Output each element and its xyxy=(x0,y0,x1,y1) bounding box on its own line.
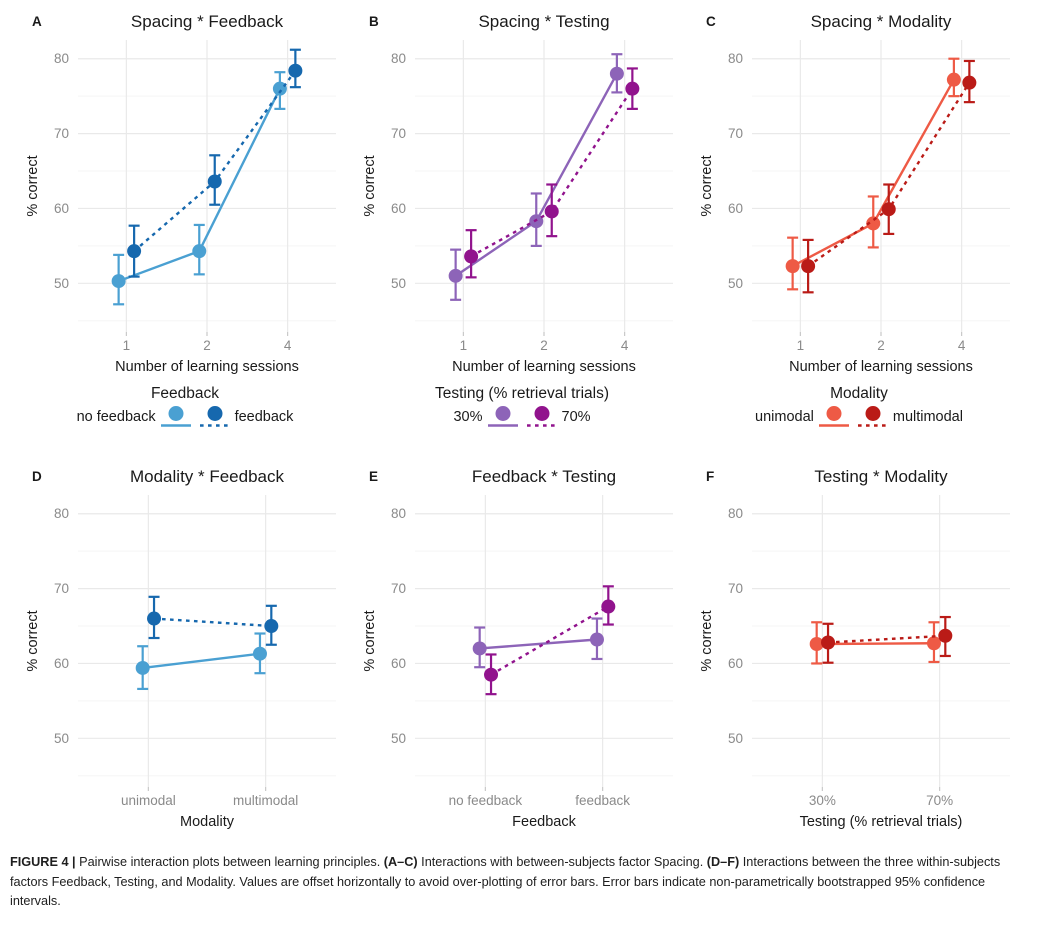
panel-d-chart xyxy=(23,457,348,837)
data-point xyxy=(192,244,206,258)
y-tick-label: 70 xyxy=(53,581,69,597)
y-tick-label: 60 xyxy=(727,200,743,216)
y-tick-label: 70 xyxy=(727,126,743,142)
data-point xyxy=(288,64,302,78)
x-axis-title: Feedback xyxy=(511,814,576,830)
solid-line xyxy=(479,640,596,649)
x-tick-label: no feedback xyxy=(448,793,522,808)
panel-title: Testing * Modality xyxy=(813,467,948,486)
panel-b-chart xyxy=(360,2,685,377)
x-tick-label: feedback xyxy=(574,793,630,808)
legend-label-70pct: 70% xyxy=(561,408,591,425)
y-tick-label: 50 xyxy=(390,275,406,291)
data-point xyxy=(252,647,266,661)
panel-d xyxy=(23,457,348,837)
x-axis-title: Testing (% retrieval trials) xyxy=(799,814,962,830)
bottom-chart-row xyxy=(0,457,1044,837)
x-tick-label: 30% xyxy=(808,793,836,808)
caption-segment: Interactions with between-subjects factor Spacing. xyxy=(417,855,707,869)
caption-figure-label: FIGURE 4 xyxy=(10,855,69,869)
data-point xyxy=(609,67,623,81)
y-tick-label: 50 xyxy=(727,275,743,291)
legend-modality-title: Modality xyxy=(830,385,888,402)
x-tick-label: 1 xyxy=(459,338,467,353)
panel-letter: C xyxy=(705,14,716,29)
y-tick-label: 50 xyxy=(390,730,406,746)
x-axis-title: Number of learning sessions xyxy=(114,359,299,375)
dashed-line xyxy=(808,83,969,266)
x-tick-label: 70% xyxy=(925,793,953,808)
x-tick-label: 1 xyxy=(122,338,130,353)
panel-letter: E xyxy=(368,469,378,484)
y-tick-label: 70 xyxy=(727,581,743,597)
x-axis-title: Modality xyxy=(179,814,234,830)
y-tick-label: 70 xyxy=(390,126,406,142)
panel-title: Spacing * Modality xyxy=(810,12,951,31)
y-tick-label: 50 xyxy=(53,275,69,291)
legend-label-unimodal: unimodal xyxy=(755,408,814,425)
panel-e-chart xyxy=(360,457,685,837)
x-tick-label: multimodal xyxy=(232,793,298,808)
legend-modality xyxy=(697,385,1022,447)
y-tick-label: 50 xyxy=(53,730,69,746)
panel-c-chart xyxy=(697,2,1022,377)
y-tick-label: 80 xyxy=(727,506,743,522)
panel-f-chart xyxy=(697,457,1022,837)
data-point xyxy=(127,244,141,258)
panel-a xyxy=(23,2,348,377)
data-point xyxy=(448,269,462,283)
y-tick-label: 80 xyxy=(390,506,406,522)
data-point xyxy=(464,249,478,263)
y-tick-label: 60 xyxy=(727,655,743,671)
dashed-line xyxy=(154,619,271,626)
panel-f xyxy=(697,457,1022,837)
legend-label-multimodal: multimodal xyxy=(892,408,963,425)
y-tick-label: 70 xyxy=(390,581,406,597)
data-point xyxy=(147,612,161,626)
y-axis-title: % correct xyxy=(361,155,378,217)
data-point xyxy=(881,202,895,216)
legend-label-30pct: 30% xyxy=(453,408,483,425)
panel-letter: B xyxy=(368,14,379,29)
y-tick-label: 80 xyxy=(53,506,69,522)
solid-line xyxy=(142,654,259,668)
figure-caption xyxy=(10,853,1030,912)
data-point xyxy=(544,204,558,218)
data-point xyxy=(484,668,498,682)
x-tick-label: unimodal xyxy=(120,793,176,808)
x-tick-label: 4 xyxy=(957,338,965,353)
top-chart-row xyxy=(0,2,1044,377)
data-point xyxy=(946,73,960,87)
data-point xyxy=(601,600,615,614)
series-feedback xyxy=(147,597,278,645)
data-point xyxy=(207,175,221,189)
panel-b xyxy=(360,2,685,377)
legend-key-30pct-icon xyxy=(484,404,522,429)
data-point xyxy=(472,641,486,655)
legend-key-no-feedback-icon xyxy=(157,404,195,429)
legend-key-unimodal-icon xyxy=(815,404,853,429)
legend-key-multimodal-icon xyxy=(854,404,892,429)
gridlines xyxy=(78,495,336,791)
series-unimodal xyxy=(785,59,960,290)
y-axis-title: % correct xyxy=(24,155,41,217)
panel-title: Spacing * Feedback xyxy=(130,12,283,31)
legend-testing-title: Testing (% retrieval trials) xyxy=(435,385,609,402)
legend-feedback-title: Feedback xyxy=(150,385,220,402)
y-tick-label: 60 xyxy=(390,655,406,671)
legend-row xyxy=(0,385,1044,447)
data-point xyxy=(785,259,799,273)
panel-letter: A xyxy=(31,14,42,29)
panel-title: Feedback * Testing xyxy=(471,467,616,486)
y-tick-label: 50 xyxy=(727,730,743,746)
y-tick-label: 80 xyxy=(727,51,743,67)
panel-letter: F xyxy=(705,469,714,484)
y-axis-title: % correct xyxy=(24,610,41,672)
x-tick-label: 2 xyxy=(876,338,885,353)
data-point xyxy=(589,633,603,647)
y-tick-label: 80 xyxy=(390,51,406,67)
legend-feedback xyxy=(23,385,348,447)
caption-separator: | xyxy=(68,855,80,869)
panel-title: Spacing * Testing xyxy=(477,12,610,31)
panel-a-chart xyxy=(23,2,348,377)
data-point xyxy=(938,629,952,643)
caption-segment: Interactions between the three within-subjects factors Feedback, Testing, and Modality. Values are offset horizontally to avoid over-plotting of error bars. Error bars indicate non-parametrically bootstrapped 95% confidence intervals. xyxy=(10,855,1001,909)
data-point xyxy=(962,76,976,90)
y-tick-label: 60 xyxy=(53,655,69,671)
data-point xyxy=(135,661,149,675)
y-axis-title: % correct xyxy=(698,155,715,217)
data-point xyxy=(625,82,639,96)
panel-e xyxy=(360,457,685,837)
legend-label-no-feedback: no feedback xyxy=(76,408,156,425)
series-30- xyxy=(448,54,623,300)
caption-segment: Pairwise interaction plots between learning principles. xyxy=(79,855,384,869)
series-no-feedback xyxy=(135,634,266,689)
x-tick-label: 1 xyxy=(796,338,804,353)
legend-label-feedback: feedback xyxy=(234,408,294,425)
x-axis-title: Number of learning sessions xyxy=(788,359,973,375)
y-axis-title: % correct xyxy=(361,610,378,672)
x-axis-title: Number of learning sessions xyxy=(451,359,636,375)
caption-segment-bold: (D–F) xyxy=(706,855,740,869)
x-tick-label: 2 xyxy=(539,338,548,353)
legend-key-70pct-icon xyxy=(523,404,561,429)
data-point xyxy=(821,635,835,649)
legend-testing xyxy=(360,385,685,447)
x-tick-label: 4 xyxy=(620,338,628,353)
series-no-feedback xyxy=(111,72,286,304)
y-tick-label: 60 xyxy=(53,200,69,216)
data-point xyxy=(111,274,125,288)
caption-segment-bold: (A–C) xyxy=(383,855,418,869)
y-axis-title: % correct xyxy=(698,610,715,672)
x-tick-label: 4 xyxy=(283,338,291,353)
data-point xyxy=(264,619,278,633)
y-tick-label: 80 xyxy=(53,51,69,67)
panel-c xyxy=(697,2,1022,377)
legend-key-feedback-icon xyxy=(196,404,234,429)
panel-title: Modality * Feedback xyxy=(129,467,284,486)
y-tick-label: 70 xyxy=(53,126,69,142)
panel-letter: D xyxy=(31,469,42,484)
y-tick-label: 60 xyxy=(390,200,406,216)
x-tick-label: 2 xyxy=(202,338,211,353)
data-point xyxy=(801,259,815,273)
